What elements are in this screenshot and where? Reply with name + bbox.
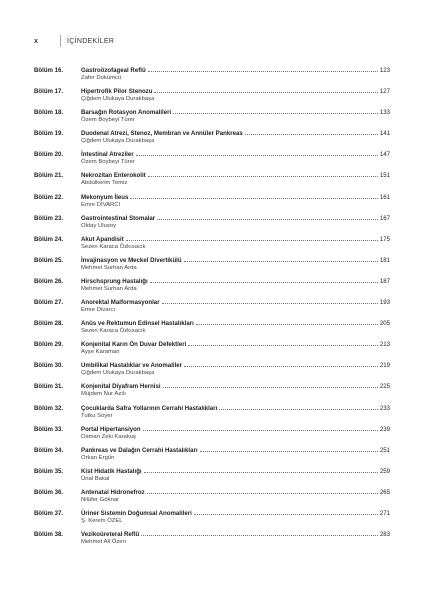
- page-reference[interactable]: 181: [379, 256, 390, 264]
- toc-entry: [34, 359, 390, 380]
- chapter-number: Bölüm 31.: [34, 383, 64, 391]
- toc-entry: [34, 507, 390, 528]
- page-reference[interactable]: 213: [379, 341, 390, 349]
- chapter-number: Bölüm 30.: [34, 362, 64, 370]
- toc-entry-line: [34, 359, 390, 369]
- chapter-author: Çiğdem Ulukaya Durakbaşa: [81, 138, 155, 145]
- page-reference[interactable]: 133: [379, 109, 390, 117]
- page-reference[interactable]: 205: [379, 320, 390, 328]
- page-reference[interactable]: 251: [379, 446, 390, 454]
- page-reference[interactable]: 239: [379, 425, 390, 433]
- chapter-author: Oktay Ulusoy: [81, 222, 117, 229]
- toc-entry-line: [34, 423, 390, 433]
- toc-entry-line: [34, 169, 390, 179]
- toc-entry-line: [34, 275, 390, 285]
- toc-entry-line: [34, 380, 390, 390]
- chapter-author: Ş. Kerem ÖZEL: [81, 517, 123, 524]
- toc-entry: [34, 212, 390, 233]
- toc-entry: [34, 85, 390, 106]
- chapter-title[interactable]: Duodenal Atrezi, Stenoz, Membran ve Annüler Pankreas: [81, 130, 243, 138]
- toc-entry: [34, 275, 390, 296]
- toc-entry-line: [34, 444, 390, 454]
- toc-entry: [34, 254, 390, 275]
- toc-entry-line: [34, 465, 390, 475]
- chapter-title[interactable]: Gastrointestinal Stomalar: [81, 214, 156, 222]
- dot-leader: [163, 386, 378, 388]
- chapter-number: Bölüm 32.: [34, 404, 64, 412]
- chapter-author: Orkan Ergün: [81, 454, 115, 461]
- toc-entry: [34, 64, 390, 85]
- dot-leader: [162, 302, 378, 304]
- toc-entry-line: [34, 338, 390, 348]
- toc-entry: [34, 148, 390, 169]
- page-reference[interactable]: 167: [379, 214, 390, 222]
- page-reference[interactable]: 219: [379, 362, 390, 370]
- toc-entry-line: [34, 85, 390, 95]
- toc-entry: [34, 444, 390, 465]
- dot-leader: [219, 408, 378, 410]
- chapter-number: Bölüm 17.: [34, 88, 64, 96]
- toc-entry: [34, 486, 390, 507]
- toc-entry: [34, 296, 390, 317]
- chapter-number: Bölüm 23.: [34, 214, 64, 222]
- page-header: [34, 34, 114, 48]
- toc-entry: [34, 528, 390, 549]
- chapter-title[interactable]: Konjenital Karın Ön Duvar Defektleri: [81, 341, 187, 349]
- chapter-author: Emre Divarcı: [81, 307, 116, 314]
- toc-entry: [34, 317, 390, 338]
- toc-entry: [34, 233, 390, 254]
- chapter-number: Bölüm 36.: [34, 488, 64, 496]
- page-reference[interactable]: 233: [379, 404, 390, 412]
- toc-entry-line: [34, 64, 390, 74]
- header-divider: [60, 35, 61, 47]
- chapter-number: Bölüm 21.: [34, 172, 64, 180]
- chapter-number: Bölüm 27.: [34, 299, 64, 307]
- dot-leader: [150, 281, 378, 283]
- toc-entry-line: [34, 317, 390, 327]
- chapter-author: Tutku Soyer: [81, 412, 113, 419]
- toc-entry: [34, 127, 390, 148]
- chapter-number: Bölüm 16.: [34, 67, 64, 74]
- toc-entry: [34, 106, 390, 127]
- chapter-title[interactable]: Çocuklarda Safra Yollarının Cerrahi Hastalıkları: [81, 404, 218, 412]
- chapter-title[interactable]: Vezikoüreteral Reflü: [81, 531, 140, 539]
- chapter-title[interactable]: İntestinal Atreziler: [81, 151, 134, 159]
- chapter-title[interactable]: Nekrozitan Enterokolit: [81, 172, 146, 180]
- page-reference[interactable]: 161: [379, 193, 390, 201]
- dot-leader: [194, 513, 378, 515]
- chapter-author: Sezen Karaca Özkısacık: [81, 243, 146, 250]
- toc-entry-line: [34, 212, 390, 222]
- chapter-author: Zafer Dokümcü: [81, 75, 122, 81]
- chapter-author: Abdulkerim Temiz: [81, 180, 128, 187]
- dot-leader: [200, 450, 378, 452]
- toc-entry-line: [34, 191, 390, 201]
- dot-leader: [136, 154, 378, 156]
- dot-leader: [144, 471, 378, 473]
- toc-entry: [34, 423, 390, 444]
- chapter-number: Bölüm 37.: [34, 509, 64, 517]
- chapter-title[interactable]: Hipertrofik Pilor Stenozu: [81, 88, 153, 96]
- chapter-title[interactable]: Kist Hidatik Hastalığı: [81, 467, 142, 475]
- chapter-number: Bölüm 19.: [34, 130, 64, 138]
- dot-leader: [184, 365, 378, 367]
- toc-entry-line: [34, 106, 390, 116]
- chapter-author: Özem Boybeyi Türer: [81, 159, 135, 166]
- chapter-number: Bölüm 26.: [34, 277, 64, 285]
- chapter-author: Müjdem Nur Azılı: [81, 391, 126, 398]
- chapter-number: Bölüm 35.: [34, 467, 64, 475]
- chapter-author: Mehmet Ali Özen: [81, 539, 126, 546]
- chapter-number: Bölüm 34.: [34, 446, 64, 454]
- toc-entry-line: [34, 148, 390, 158]
- chapter-number: Bölüm 20.: [34, 151, 64, 159]
- chapter-title[interactable]: Mekonyum İleus: [81, 193, 129, 201]
- page-reference[interactable]: 187: [379, 277, 390, 285]
- page-reference[interactable]: 271: [379, 509, 390, 517]
- dot-leader: [154, 91, 377, 93]
- chapter-author: Osman Zeki Karakuş: [81, 433, 136, 440]
- chapter-author: Özem Boybeyi Türer: [81, 117, 135, 124]
- chapter-title[interactable]: Antenatal Hidronefroz: [81, 488, 145, 496]
- toc-entry: [34, 169, 390, 190]
- page-number: x: [34, 37, 38, 45]
- table-of-contents: [34, 64, 390, 549]
- chapter-author: Çiğdem Ulukaya Durakbaşa: [81, 96, 155, 103]
- chapter-number: Bölüm 29.: [34, 341, 64, 349]
- page-reference[interactable]: 193: [379, 299, 390, 307]
- page-reference[interactable]: 283: [379, 531, 390, 539]
- chapter-author: Emre DİVARCI: [81, 201, 121, 208]
- dot-leader: [130, 197, 377, 199]
- toc-entry: [34, 380, 390, 401]
- dot-leader: [148, 70, 378, 72]
- toc-entry-line: [34, 528, 390, 538]
- dot-leader: [148, 175, 378, 177]
- chapter-title[interactable]: Üriner Sistemin Doğumsal Anomalileri: [81, 509, 192, 517]
- chapter-author: Ayşe Karaman: [81, 349, 120, 356]
- dot-leader: [188, 344, 378, 346]
- chapter-title[interactable]: Anorektal Malformasyonlar: [81, 299, 160, 307]
- chapter-author: Ünal Bakal: [81, 475, 110, 482]
- chapter-number: Bölüm 28.: [34, 320, 64, 328]
- chapter-author: Nilüfer Göknar: [81, 496, 119, 503]
- page-reference[interactable]: 151: [379, 172, 390, 180]
- chapter-title[interactable]: Akut Apandisit: [81, 235, 124, 243]
- toc-entry-line: [34, 486, 390, 496]
- page-reference[interactable]: 175: [379, 235, 390, 243]
- chapter-title[interactable]: İnvajinasyon ve Meckel Divertikülü: [81, 256, 182, 264]
- toc-entry: [34, 402, 390, 423]
- chapter-number: Bölüm 22.: [34, 193, 64, 201]
- chapter-title[interactable]: Barsağın Rotasyon Anomalileri: [81, 109, 172, 117]
- toc-entry: [34, 465, 390, 486]
- chapter-title[interactable]: Umbilikal Hastalıklar ve Anomaliler: [81, 362, 183, 370]
- dot-leader: [126, 239, 378, 241]
- page-reference[interactable]: 265: [379, 488, 390, 496]
- toc-entry-line: [34, 296, 390, 306]
- page-reference[interactable]: 225: [379, 383, 390, 391]
- page-reference[interactable]: 127: [379, 88, 390, 96]
- toc-entry-line: [34, 254, 390, 264]
- dot-leader: [141, 534, 378, 536]
- chapter-number: Bölüm 18.: [34, 109, 64, 117]
- chapter-author: Mehmet Surhan Arda: [81, 264, 137, 271]
- chapter-title[interactable]: Hirschsprung Hastalığı: [81, 277, 148, 285]
- chapter-title[interactable]: Portal Hipertansiyon: [81, 425, 141, 433]
- chapter-title[interactable]: Gastroözofageal Reflü: [81, 67, 146, 74]
- dot-leader: [147, 492, 378, 494]
- page-reference[interactable]: 141: [379, 130, 390, 138]
- dot-leader: [157, 218, 378, 220]
- dot-leader: [196, 323, 378, 325]
- page-reference[interactable]: 123: [379, 67, 390, 74]
- chapter-number: Bölüm 24.: [34, 235, 64, 243]
- dot-leader: [173, 112, 378, 114]
- page-reference[interactable]: 147: [379, 151, 390, 159]
- toc-entry: [34, 191, 390, 212]
- chapter-number: Bölüm 33.: [34, 425, 64, 433]
- toc-entry-line: [34, 233, 390, 243]
- toc-entry-line: [34, 127, 390, 137]
- toc-entry-line: [34, 507, 390, 517]
- page-reference[interactable]: 259: [379, 467, 390, 475]
- toc-entry: [34, 338, 390, 359]
- chapter-number: Bölüm 38.: [34, 531, 64, 539]
- section-title: İÇİNDEKİLER: [67, 37, 115, 45]
- chapter-title[interactable]: Anüs ve Rektumun Edinsel Hastalıkları: [81, 320, 194, 328]
- dot-leader: [143, 429, 378, 431]
- toc-entry-line: [34, 402, 390, 412]
- chapter-title[interactable]: Pankreas ve Dalağın Cerrahi Hastalıkları: [81, 446, 198, 454]
- chapter-number: Bölüm 25.: [34, 256, 64, 264]
- chapter-author: Sezen Karaca Özkısacık: [81, 328, 146, 335]
- chapter-author: Çiğdem Ulukaya Durakbaşa: [81, 370, 155, 377]
- dot-leader: [245, 133, 378, 135]
- chapter-title[interactable]: Konjenital Diyafram Hernisi: [81, 383, 161, 391]
- chapter-author: Mehmet Surhan Arda: [81, 285, 137, 292]
- dot-leader: [184, 260, 378, 262]
